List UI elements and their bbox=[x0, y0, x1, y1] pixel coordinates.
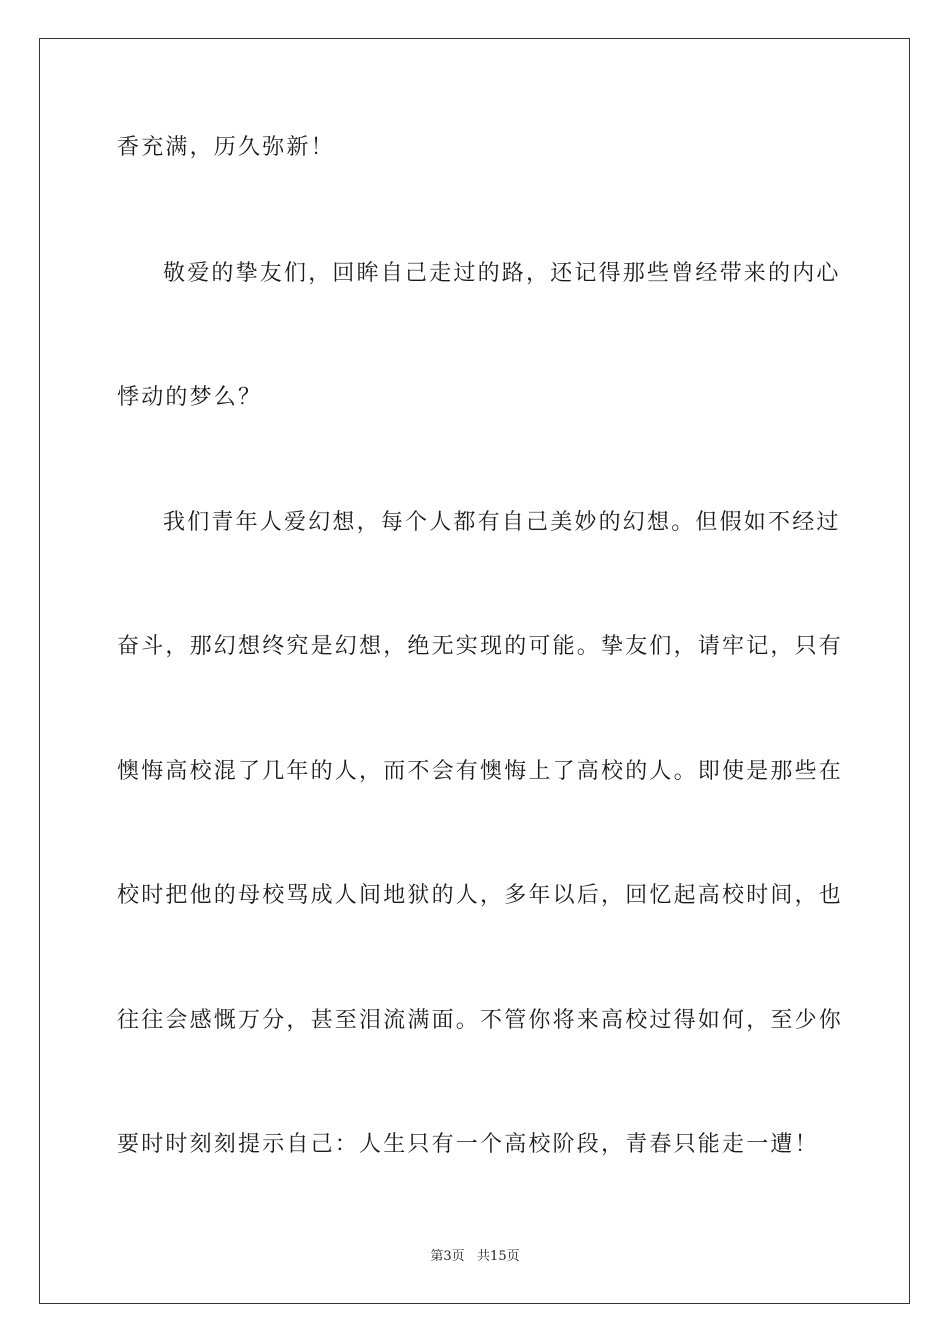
paragraph-line-8: 往往会感慨万分，甚至泪流满面。不管你将来高校过得如何，至少你 bbox=[117, 1008, 844, 1033]
page-border bbox=[39, 38, 910, 1304]
paragraph-line-9: 要时时刻刻提示自己：人生只有一个高校阶段，青春只能走一遭！ bbox=[117, 1132, 819, 1157]
paragraph-line-2: 敬爱的挚友们，回眸自己走过的路，还记得那些曾经带来的内心 bbox=[163, 261, 841, 286]
paragraph-line-7: 校时把他的母校骂成人间地狱的人，多年以后，回忆起高校时间，也 bbox=[117, 883, 844, 908]
paragraph-line-3: 悸动的梦么？ bbox=[117, 385, 263, 410]
paragraph-line-5: 奋斗，那幻想终究是幻想，绝无实现的可能。挚友们，请牢记，只有 bbox=[117, 634, 844, 659]
paragraph-line-4: 我们青年人爱幻想，每个人都有自己美妙的幻想。但假如不经过 bbox=[163, 510, 841, 535]
page-number-footer: 第3页 共15页 bbox=[430, 1249, 520, 1264]
paragraph-line-1: 香充满，历久弥新！ bbox=[117, 135, 335, 160]
paragraph-line-6: 懊悔高校混了几年的人，而不会有懊悔上了高校的人。即使是那些在 bbox=[117, 759, 844, 784]
